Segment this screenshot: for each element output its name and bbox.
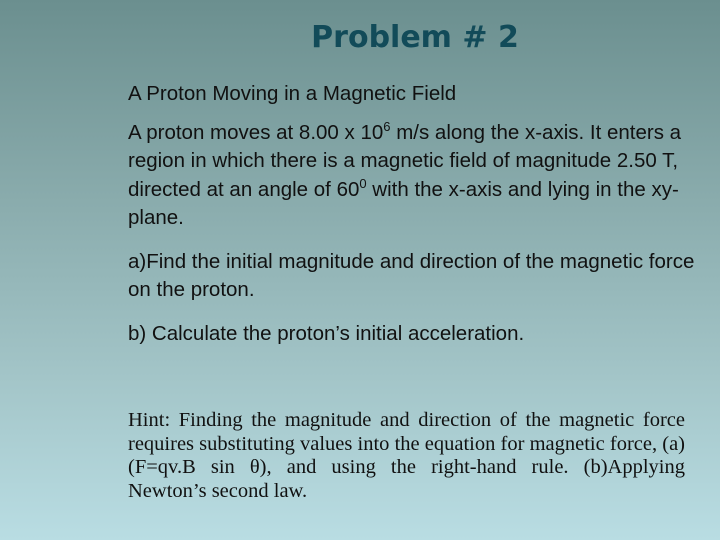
problem-text-2: m/s along the x-axis. It enters a region in which there is a magnetic field of magnitude 2.50 T, directed at an angle of 60 [128,120,682,201]
question-b: b) Calculate the proton’s initial acceleration. [128,321,525,345]
problem-text-1: A proton moves at 8.00 x 10 [128,120,384,144]
exponent-velocity: 6 [383,118,391,134]
slide-title: Problem # 2 [311,20,519,55]
question-a: a)Find the initial magnitude and direction of the magnetic force on the proton. [128,249,695,301]
problem-statement [128,119,696,233]
hint-text: Hint: Finding the magnitude and direction of the magnetic force requires substituting values into the equation for magnetic force, (a) (F=qv.B sin θ), and using the right-hand rule. (b)Applying Newton’s second law. [128,409,685,502]
problem-text-3: with the x-axis and lying in the xy-plane. [128,177,679,229]
degree-superscript: 0 [359,175,367,191]
problem-subtitle: A Proton Moving in a Magnetic Field [128,82,457,105]
slide-content [128,80,696,348]
